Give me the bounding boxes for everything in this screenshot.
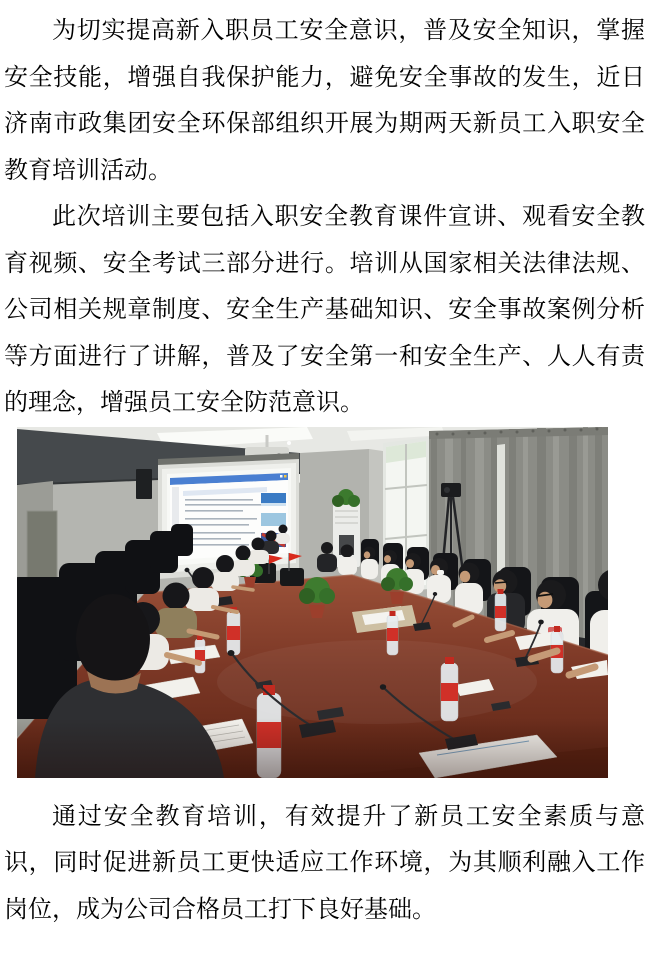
chair-back [280, 568, 304, 586]
paragraph-conclusion: 通过安全教育培训，有效提升了新员工安全素质与意识，同时促进新员工更快适应工作环境，为其顺利融入工作岗位，成为公司合格员工打下良好基础。 [4, 803, 645, 923]
attendee [455, 562, 483, 615]
paragraph-training-content: 此次培训主要包括入职安全教育课件宣讲、观看安全教育视频、安全考试三部分进行。培训从国家相关法律法规、公司相关规章制度、安全生产基础知识、安全事故案例分析等方面进行了讲解，普及了安全第一和安全生产、人人有责的理念，增强员工安全防范意识。 [4, 204, 645, 416]
attendee [427, 558, 451, 603]
slide-image [261, 513, 286, 526]
wall-speaker-left [136, 469, 152, 499]
downlight-icon [287, 441, 291, 445]
water-bottle [227, 607, 240, 655]
paragraph-intro: 为切实提高新入职员工安全意识，普及安全知识，掌握安全技能，增强自我保护能力，避免安全事故的发生，近日济南市政集团安全环保部组织开展为期两天新员工入职安全教育培训活动。 [4, 18, 645, 184]
water-bottle [441, 657, 458, 721]
water-bottle [387, 611, 398, 655]
conference-room-scene [17, 427, 608, 778]
photo-vignette [17, 718, 608, 778]
water-bottle [495, 589, 506, 631]
water-bottle [195, 635, 205, 673]
training-photo [17, 427, 608, 778]
